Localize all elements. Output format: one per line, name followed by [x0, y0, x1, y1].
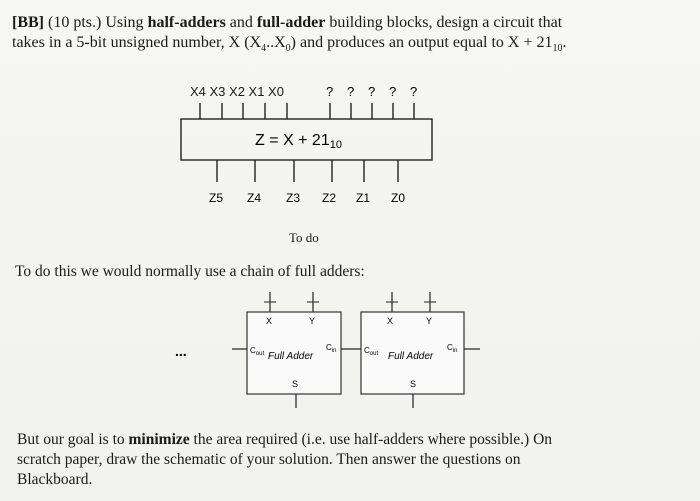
question-tag: [BB] [12, 14, 44, 31]
output-z1: Z1 [356, 191, 371, 205]
chain-ellipsis: ... [175, 343, 187, 359]
q2-pre: takes in a 5-bit unsigned number, X (X [12, 34, 262, 51]
q2-mid: ) and produces an output equal to X + 21 [290, 34, 553, 51]
x-input-wires [200, 103, 287, 119]
closing-line-1 [17, 430, 552, 450]
fa2-cin-label: $C_{in}$ [447, 343, 458, 354]
fa1-name: Full Adder [268, 351, 314, 362]
bold-full-adder: full-adder [256, 14, 326, 31]
output-z4: Z4 [247, 191, 262, 205]
output-z5: Z5 [209, 191, 224, 205]
fa2-x-label: X [387, 316, 394, 326]
closing-line-3: Blackboard. [17, 471, 93, 488]
unknown-inputs [326, 84, 417, 99]
adder-box-label: Z = X + 2110 [255, 132, 342, 151]
bold-half-adders: half-adders [147, 14, 226, 31]
fa2-s-label: S [410, 379, 417, 389]
inputs-label: X4 X3 X2 X1 X0 [190, 84, 284, 99]
fa1-cin-label: $C_{in}$ [326, 343, 337, 354]
question-points: (10 pts.) Using [48, 14, 144, 31]
fa2-y-label: Y [426, 316, 433, 326]
full-adder-block-2 [361, 292, 480, 408]
full-adder-intro: To do this we would normally use a chain of full adders: [15, 263, 365, 280]
closing-line-2: scratch paper, draw the schematic of your solution. Then answer the questions on [17, 451, 521, 468]
fa1-x-label: X [266, 316, 273, 326]
question-rest-1: building blocks, design a circuit that [329, 14, 563, 31]
output-labels [209, 191, 405, 205]
q2-sub-4: 4 [261, 43, 267, 55]
fa1-y-label: Y [309, 316, 316, 326]
unknown-input-0: ? [410, 84, 418, 99]
fa2-cout-label: $C_{out}$ [364, 346, 379, 357]
q2-sub-0: 0 [285, 43, 291, 55]
closing-post: the area required (i.e. use half-adders where possible.) On [193, 431, 553, 448]
q2-end: . [562, 34, 567, 51]
closing-bold-minimize: minimize [128, 431, 190, 448]
unknown-input-4: ? [326, 84, 334, 99]
fa2-name: Full Adder [388, 351, 434, 362]
closing-pre: But our goal is to [17, 431, 125, 448]
output-z0: Z0 [391, 191, 406, 205]
adder-block-diagram [0, 0, 700, 230]
output-z2: Z2 [322, 191, 337, 205]
full-adder-block-1 [232, 292, 341, 408]
unknown-input-2: ? [368, 84, 376, 99]
q2-sub-10: 10 [552, 43, 563, 55]
fa1-cout-label: $C_{out}$ [250, 346, 265, 357]
q2-dots: ..X [266, 34, 286, 51]
todo-label: To do [289, 230, 319, 245]
unknown-input-wires [330, 103, 414, 119]
output-wires [217, 160, 398, 182]
and-word: and [229, 14, 253, 31]
full-adder-chain [0, 290, 700, 420]
fa1-s-label: S [292, 379, 299, 389]
unknown-input-1: ? [389, 84, 397, 99]
unknown-input-3: ? [347, 84, 355, 99]
output-z3: Z3 [286, 191, 301, 205]
